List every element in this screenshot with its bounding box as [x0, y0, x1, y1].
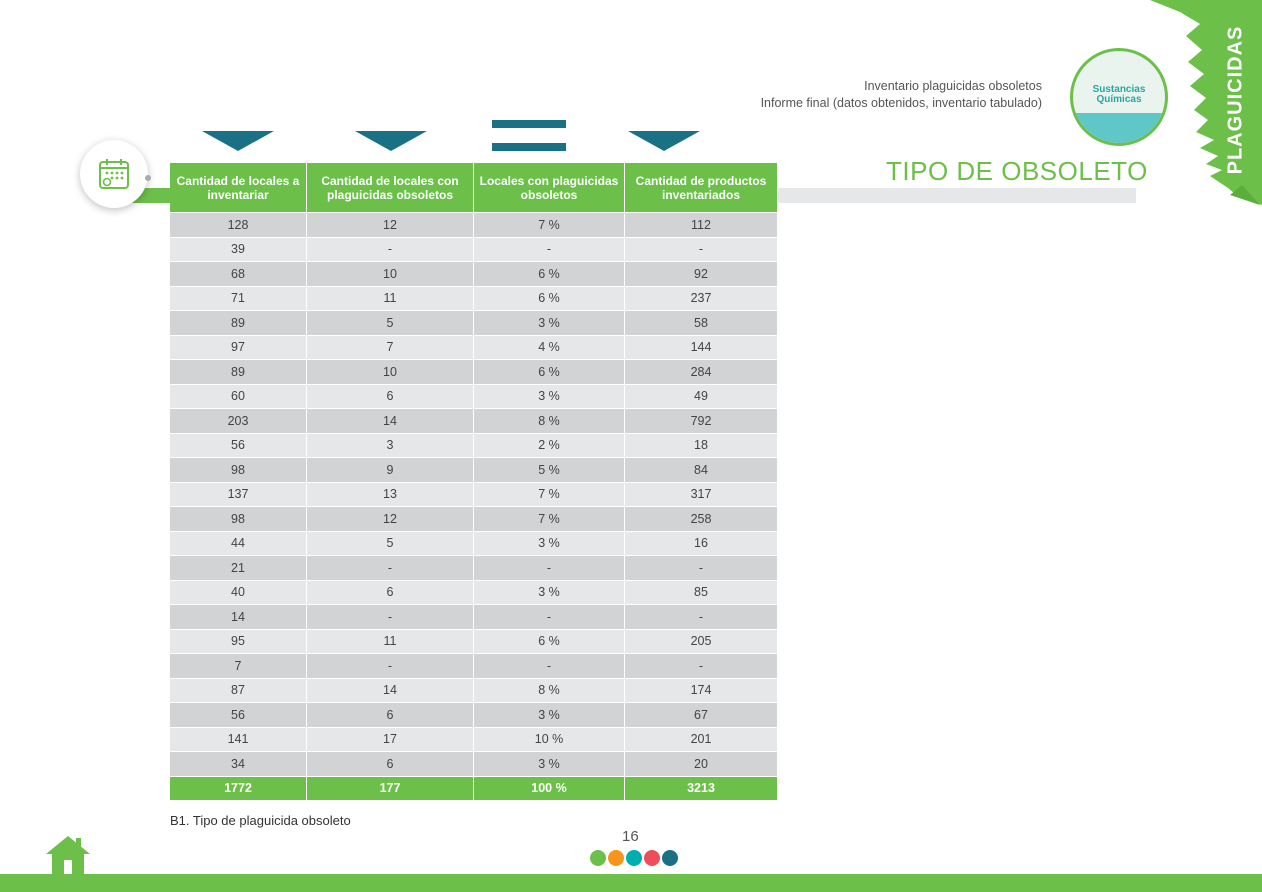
seal-text-line2: Químicas [1096, 94, 1142, 105]
table-cell: 258 [625, 507, 778, 532]
table-cell: 9 [307, 458, 474, 483]
table-cell: 60 [170, 384, 307, 409]
table-cell: - [625, 605, 778, 630]
total-cell: 100 % [474, 776, 625, 800]
total-cell: 1772 [170, 776, 307, 800]
table-cell: 6 % [474, 262, 625, 287]
table-caption: B1. Tipo de plaguicida obsoleto [170, 813, 351, 828]
table-row [170, 286, 778, 311]
table-cell: 89 [170, 311, 307, 336]
header-cell: Cantidad de locales con plaguicidas obsoletos [307, 163, 474, 213]
total-cell: 177 [307, 776, 474, 800]
table-cell: 85 [625, 580, 778, 605]
table-row [170, 629, 778, 654]
table-row [170, 605, 778, 630]
sustancias-quimicas-seal [1070, 48, 1168, 146]
table-cell: 34 [170, 752, 307, 777]
color-dots [590, 850, 678, 866]
page-number: 16 [622, 828, 639, 845]
header-cell: Locales con plaguicidas obsoletos [474, 163, 625, 213]
table-cell: 6 [307, 703, 474, 728]
table-cell: 56 [170, 433, 307, 458]
header-subtitle [761, 78, 1042, 112]
table-cell: 14 [307, 678, 474, 703]
table-row [170, 384, 778, 409]
table-row [170, 531, 778, 556]
table-row [170, 335, 778, 360]
table-cell: 5 % [474, 458, 625, 483]
table-body [170, 213, 778, 801]
table-header-row [170, 163, 778, 213]
table-cell: 56 [170, 703, 307, 728]
table-row [170, 237, 778, 262]
column-1-arrow-icon [202, 131, 274, 151]
table-cell: 7 % [474, 213, 625, 238]
table-row [170, 360, 778, 385]
table-cell: 3 % [474, 703, 625, 728]
table-cell: 3 % [474, 531, 625, 556]
table-cell: - [307, 237, 474, 262]
table-row [170, 654, 778, 679]
table-cell: 84 [625, 458, 778, 483]
table-row [170, 556, 778, 581]
table-cell: - [474, 605, 625, 630]
table-cell: 71 [170, 286, 307, 311]
side-label-text: PLAGUICIDAS [1224, 25, 1247, 175]
table-cell: 137 [170, 482, 307, 507]
table-cell: 18 [625, 433, 778, 458]
table-total-row [170, 776, 778, 800]
table-row [170, 311, 778, 336]
table-cell: 14 [307, 409, 474, 434]
table-cell: 40 [170, 580, 307, 605]
color-dot [626, 850, 642, 866]
calendar-icon [96, 156, 132, 192]
table-cell: 3 % [474, 311, 625, 336]
header-line-1: Inventario plaguicidas obsoletos [864, 79, 1042, 93]
table-cell: 7 % [474, 507, 625, 532]
table-cell: 13 [307, 482, 474, 507]
table-cell: 12 [307, 213, 474, 238]
table-cell: 3 % [474, 384, 625, 409]
table-cell: 92 [625, 262, 778, 287]
table-cell: 49 [625, 384, 778, 409]
header-cell: Cantidad de locales a inventariar [170, 163, 307, 213]
section-side-label [1218, 25, 1254, 175]
table-cell: 68 [170, 262, 307, 287]
table-cell: - [474, 556, 625, 581]
table-row [170, 580, 778, 605]
table-cell: 128 [170, 213, 307, 238]
column-2-arrow-icon [355, 131, 427, 151]
color-dot [590, 850, 606, 866]
table-cell: - [307, 605, 474, 630]
table-row [170, 678, 778, 703]
table-cell: 8 % [474, 678, 625, 703]
table-row [170, 482, 778, 507]
table-cell: 2 % [474, 433, 625, 458]
table-cell: 6 % [474, 286, 625, 311]
table-row [170, 507, 778, 532]
table-cell: 7 [307, 335, 474, 360]
table-cell: 7 % [474, 482, 625, 507]
table-cell: 11 [307, 629, 474, 654]
table-cell: - [474, 237, 625, 262]
table-cell: 16 [625, 531, 778, 556]
column-4-arrow-icon [628, 131, 700, 151]
seal-text [1073, 85, 1165, 105]
color-dot [608, 850, 624, 866]
table-cell: 11 [307, 286, 474, 311]
table-cell: 44 [170, 531, 307, 556]
table-cell: 58 [625, 311, 778, 336]
footer-bar [0, 874, 1262, 892]
header-cell: Cantidad de productos inventariados [625, 163, 778, 213]
table-cell: - [625, 654, 778, 679]
table-cell: 6 [307, 384, 474, 409]
table-cell: 792 [625, 409, 778, 434]
table-cell: 6 [307, 580, 474, 605]
table-cell: 205 [625, 629, 778, 654]
table-cell: 89 [170, 360, 307, 385]
table-row [170, 703, 778, 728]
table-cell: 17 [307, 727, 474, 752]
table-cell: 144 [625, 335, 778, 360]
table-cell: 141 [170, 727, 307, 752]
table-row [170, 213, 778, 238]
table-cell: 203 [170, 409, 307, 434]
table-cell: 98 [170, 507, 307, 532]
table-cell: 6 % [474, 360, 625, 385]
table-row [170, 433, 778, 458]
table-cell: 317 [625, 482, 778, 507]
table-row [170, 262, 778, 287]
color-dot [644, 850, 660, 866]
seal-bottom-band [1073, 113, 1165, 143]
table-cell: 201 [625, 727, 778, 752]
table-cell: 10 [307, 262, 474, 287]
table-cell: 5 [307, 311, 474, 336]
inventory-table [170, 163, 778, 800]
home-icon[interactable] [44, 834, 92, 874]
table-cell: 7 [170, 654, 307, 679]
table-cell: - [474, 654, 625, 679]
table-cell: 237 [625, 286, 778, 311]
title-underline-bar [744, 188, 1136, 203]
connector-dot [145, 175, 151, 181]
table-cell: 14 [170, 605, 307, 630]
table-cell: 21 [170, 556, 307, 581]
page-title: TIPO DE OBSOLETO [886, 156, 1148, 186]
table-cell: - [625, 556, 778, 581]
table-cell: 39 [170, 237, 307, 262]
table-cell: 112 [625, 213, 778, 238]
table-cell: 10 % [474, 727, 625, 752]
color-dot [662, 850, 678, 866]
header-line-2: Informe final (datos obtenidos, inventario tabulado) [760, 96, 1042, 110]
table-cell: 3 [307, 433, 474, 458]
table-row [170, 752, 778, 777]
table-cell: 174 [625, 678, 778, 703]
table-cell: 95 [170, 629, 307, 654]
table-cell: - [307, 654, 474, 679]
table-row [170, 458, 778, 483]
table-cell: - [307, 556, 474, 581]
table-cell: 98 [170, 458, 307, 483]
table-cell: 10 [307, 360, 474, 385]
table-cell: 87 [170, 678, 307, 703]
table-cell: 284 [625, 360, 778, 385]
table-cell: 20 [625, 752, 778, 777]
table-cell: 67 [625, 703, 778, 728]
seal-text-line1: Sustancias [1092, 84, 1146, 95]
table-cell: 6 % [474, 629, 625, 654]
calendar-icon-badge [80, 140, 148, 208]
table-cell: 4 % [474, 335, 625, 360]
table-row [170, 727, 778, 752]
table-cell: 5 [307, 531, 474, 556]
column-3-equals-icon [492, 120, 566, 151]
table-cell: 6 [307, 752, 474, 777]
table-cell: 3 % [474, 580, 625, 605]
table-cell: 97 [170, 335, 307, 360]
table-cell: 8 % [474, 409, 625, 434]
table-cell: - [625, 237, 778, 262]
total-cell: 3213 [625, 776, 778, 800]
table-cell: 3 % [474, 752, 625, 777]
table-row [170, 409, 778, 434]
table-cell: 12 [307, 507, 474, 532]
